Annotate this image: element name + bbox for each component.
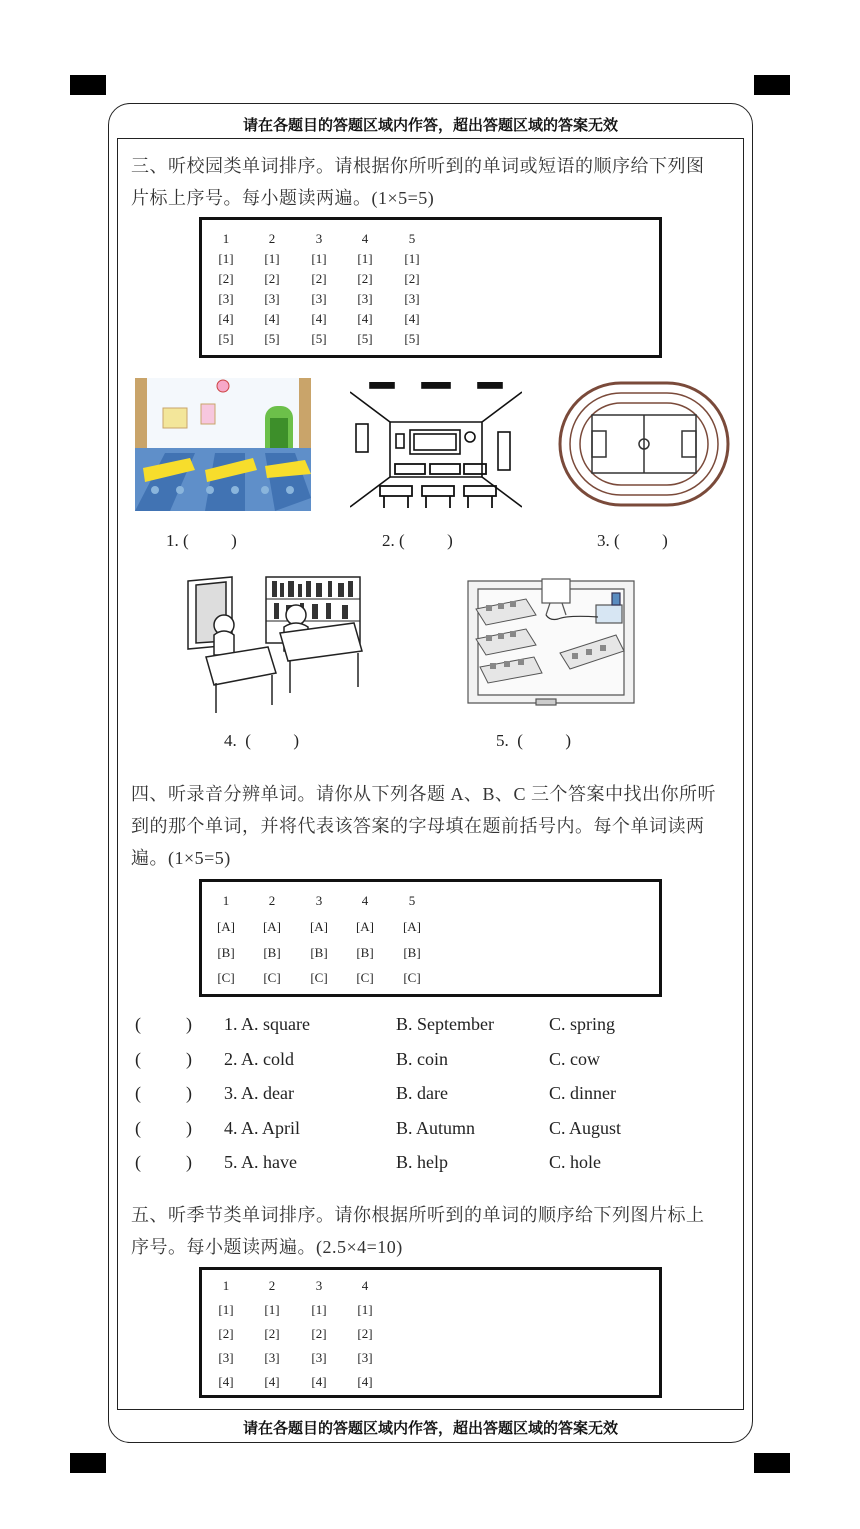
option-a: 1. A. square	[224, 1014, 310, 1034]
question-row-5	[135, 1152, 735, 1178]
grid-option-bubble[interactable]: [B]	[310, 944, 328, 960]
registration-mark-top-right	[754, 75, 790, 95]
picture-2-label: 2. ( )	[382, 531, 453, 550]
option-a: 2. A. cold	[224, 1048, 294, 1069]
question-row-3	[135, 1083, 735, 1109]
grid-column-header: 3	[315, 893, 323, 908]
grid-option-bubble[interactable]: [2]	[264, 1326, 280, 1341]
grid-option-bubble[interactable]: [3]	[357, 1350, 373, 1365]
grid-option-bubble[interactable]: [C]	[403, 970, 421, 985]
registration-mark-bottom-right	[754, 1453, 790, 1473]
registration-mark-top-left	[70, 75, 106, 95]
grid-option-bubble[interactable]: [2]	[264, 271, 280, 286]
grid-option-bubble[interactable]: [1]	[218, 251, 234, 266]
header-notice: 请在各题目的答题区域内作答，超出答题区域的答案无效	[242, 116, 618, 134]
grid-column-header: 3	[315, 1278, 323, 1293]
grid-option-bubble[interactable]: [1]	[357, 251, 373, 266]
section4-answer-grid	[199, 879, 662, 997]
grid-column-header: 1	[222, 893, 230, 908]
section4-instruction	[131, 778, 736, 874]
grid-option-bubble[interactable]: [1]	[264, 251, 280, 266]
question-row-2	[135, 1049, 735, 1075]
grid-option-bubble[interactable]: [B]	[217, 944, 235, 960]
grid-option-bubble[interactable]: [2]	[218, 1326, 234, 1341]
grid-option-bubble[interactable]: [1]	[264, 1302, 280, 1317]
grid-column-header: 2	[268, 231, 276, 246]
option-c: C. cow	[549, 1048, 600, 1069]
grid-option-bubble[interactable]: [1]	[311, 251, 327, 266]
section5-answer-grid	[199, 1267, 662, 1398]
grid-column-header: 1	[222, 1278, 230, 1293]
section5-instruction-line1: 五、听季节类单词排序。请你根据所听到的单词的顺序给下列图片标上	[131, 1205, 705, 1225]
grid-option-bubble[interactable]: [1]	[311, 1302, 327, 1317]
grid-option-bubble[interactable]: [3]	[264, 1350, 280, 1365]
playground-picture	[558, 379, 730, 509]
answer-bracket[interactable]: ( )	[135, 1152, 192, 1172]
grid-option-bubble[interactable]: [C]	[310, 970, 328, 985]
grid-option-bubble[interactable]: [2]	[218, 271, 234, 286]
grid-option-bubble[interactable]: [2]	[311, 271, 327, 286]
grid-option-bubble[interactable]: [3]	[311, 291, 327, 306]
picture-4-label: 4. ( )	[224, 731, 300, 750]
picture-1-label: 1. ( )	[166, 531, 237, 550]
option-c: C. August	[549, 1117, 622, 1138]
grid-option-bubble[interactable]: [B]	[356, 944, 374, 960]
grid-option-bubble[interactable]: [2]	[357, 1326, 373, 1341]
picture-5-label: 5. ( )	[496, 731, 572, 750]
section5-instruction-line2: 序号。每小题读两遍。(2.5×4=10)	[131, 1237, 403, 1257]
grid-option-bubble[interactable]: [4]	[357, 1374, 373, 1389]
grid-column-header: 5	[408, 893, 416, 908]
option-b: B. Autumn	[396, 1117, 476, 1138]
grid-option-bubble[interactable]: [A]	[216, 919, 236, 934]
grid-option-bubble[interactable]: [3]	[264, 291, 280, 306]
grid-option-bubble[interactable]: [4]	[311, 1374, 327, 1389]
grid-option-bubble[interactable]: [1]	[404, 251, 420, 266]
question-row-4	[135, 1118, 735, 1144]
section3-answer-grid	[199, 217, 662, 358]
option-b: B. September	[396, 1014, 494, 1034]
option-c: C. spring	[549, 1014, 616, 1034]
grid-option-bubble[interactable]: [2]	[311, 1326, 327, 1341]
grid-column-header: 4	[361, 231, 369, 246]
grid-option-bubble[interactable]: [3]	[357, 291, 373, 306]
grid-option-bubble[interactable]: [C]	[263, 970, 281, 985]
footer-notice: 请在各题目的答题区域内作答，超出答题区域的答案无效	[242, 1419, 618, 1437]
computer-room-picture	[466, 575, 636, 709]
grid-option-bubble[interactable]: [3]	[218, 1350, 234, 1365]
art-room-picture	[350, 382, 522, 510]
grid-option-bubble[interactable]: [4]	[311, 311, 327, 326]
option-a: 4. A. April	[224, 1117, 301, 1138]
grid-option-bubble[interactable]: [2]	[404, 271, 420, 286]
answer-bracket[interactable]: ( )	[135, 1014, 192, 1034]
section4-instruction-line2: 到的那个单词，并将代表该答案的字母填在题前括号内。每个单词读两	[131, 816, 705, 836]
section3-instruction-line2: 片标上序号。每小题读两遍。(1×5=5)	[131, 188, 435, 208]
grid-option-bubble[interactable]: [4]	[357, 311, 373, 326]
grid-option-bubble[interactable]: [1]	[357, 1302, 373, 1317]
answer-bracket[interactable]: ( )	[135, 1048, 192, 1069]
library-picture	[186, 575, 363, 716]
classroom-picture	[135, 378, 311, 511]
option-a: 3. A. dear	[224, 1083, 294, 1103]
grid-option-bubble[interactable]: [C]	[356, 970, 374, 985]
option-a: 5. A. have	[224, 1152, 297, 1172]
grid-option-bubble[interactable]: [5]	[404, 331, 420, 346]
grid-option-bubble[interactable]: [C]	[217, 970, 235, 985]
grid-column-header: 4	[361, 893, 369, 908]
grid-option-bubble[interactable]: [5]	[218, 331, 234, 346]
grid-column-header: 2	[268, 893, 276, 908]
grid-column-header: 5	[408, 231, 416, 246]
option-b: B. dare	[396, 1083, 448, 1103]
grid-option-bubble[interactable]: [5]	[264, 331, 280, 346]
grid-option-bubble[interactable]: [A]	[309, 919, 329, 934]
grid-option-bubble[interactable]: [3]	[218, 291, 234, 306]
grid-option-bubble[interactable]: [A]	[262, 919, 282, 934]
grid-column-header: 2	[268, 1278, 276, 1293]
grid-option-bubble[interactable]: [B]	[403, 944, 421, 960]
option-c: C. hole	[549, 1152, 601, 1172]
grid-option-bubble[interactable]: [4]	[264, 1374, 280, 1389]
option-b: B. help	[396, 1152, 448, 1172]
section4-instruction-line1: 四、听录音分辨单词。请你从下列各题 A、B、C 三个答案中找出你所听	[131, 784, 717, 804]
option-b: B. coin	[396, 1048, 448, 1069]
picture-3-label: 3. ( )	[597, 531, 668, 550]
question-row-1	[135, 1014, 735, 1040]
grid-column-header: 1	[222, 231, 230, 246]
section4-instruction-line3: 遍。(1×5=5)	[131, 848, 231, 868]
registration-mark-bottom-left	[70, 1453, 106, 1473]
grid-option-bubble[interactable]: [1]	[218, 1302, 234, 1317]
grid-column-header: 4	[361, 1278, 369, 1293]
grid-option-bubble[interactable]: [4]	[218, 311, 234, 326]
option-c: C. dinner	[549, 1083, 616, 1103]
grid-column-header: 3	[315, 231, 323, 246]
grid-option-bubble[interactable]: [4]	[218, 1374, 234, 1389]
grid-option-bubble[interactable]: [5]	[311, 331, 327, 346]
grid-option-bubble[interactable]: [2]	[357, 271, 373, 286]
grid-option-bubble[interactable]: [4]	[264, 311, 280, 326]
grid-option-bubble[interactable]: [A]	[355, 919, 375, 934]
section5-instruction	[131, 1199, 736, 1263]
section3-instruction-line1: 三、听校园类单词排序。请根据你所听到的单词或短语的顺序给下列图	[131, 156, 705, 176]
grid-option-bubble[interactable]: [B]	[263, 944, 281, 960]
grid-option-bubble[interactable]: [3]	[311, 1350, 327, 1365]
grid-option-bubble[interactable]: [3]	[404, 291, 420, 306]
answer-bracket[interactable]: ( )	[135, 1083, 192, 1103]
grid-option-bubble[interactable]: [4]	[404, 311, 420, 326]
grid-option-bubble[interactable]: [5]	[357, 331, 373, 346]
section3-instruction	[131, 150, 736, 214]
grid-option-bubble[interactable]: [A]	[402, 919, 422, 934]
answer-bracket[interactable]: ( )	[135, 1117, 192, 1138]
